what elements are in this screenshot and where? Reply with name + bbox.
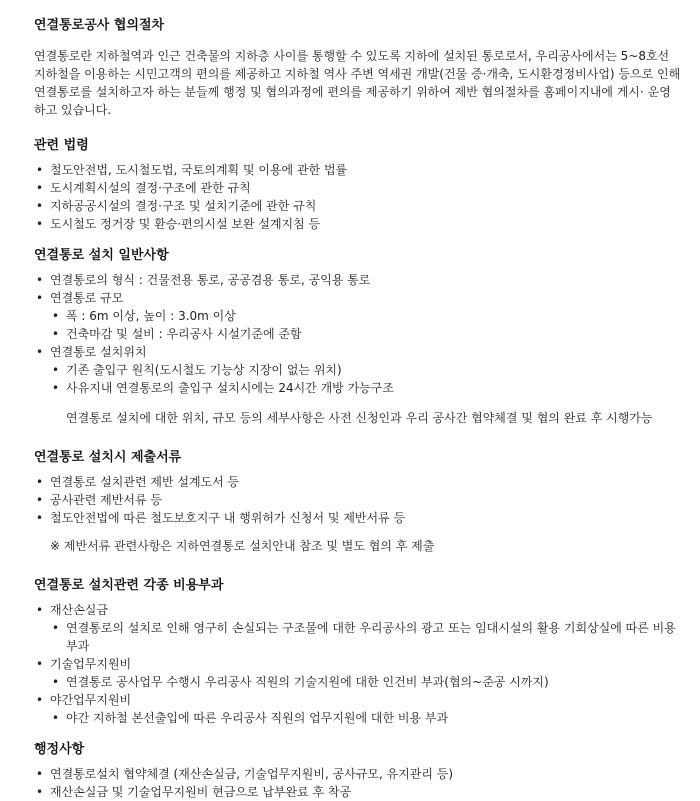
- laws-list: [34, 161, 682, 233]
- list-item: [34, 271, 682, 289]
- sub-list-item: • 연결통로의 설치로 인해 영구히 손실되는 구조물에 대한 우리공사의 광고 또는 임대시설의 활용 기회상실에 따른 비용부과: [50, 619, 682, 655]
- documents-list: [34, 473, 682, 527]
- admin-list: [34, 765, 682, 801]
- admin-heading: 행정사항: [34, 742, 85, 757]
- general-section: [34, 247, 682, 427]
- sub-list-item: • 건축마감 및 설비 : 우리공사 시설기준에 준함: [50, 325, 682, 343]
- page-title: 연결통로공사 협의절차: [34, 18, 165, 33]
- scale-sublist: [50, 307, 682, 343]
- list-item: • 도시계획시설의 결정·구조에 관한 규칙: [34, 179, 682, 197]
- documents-section: [34, 449, 682, 555]
- list-item: [34, 343, 682, 397]
- list-item: • 재산손실금 및 기술업무지원비 현금으로 납부완료 후 착공: [34, 783, 682, 801]
- laws-section: [34, 137, 682, 233]
- sub-list-item: • 야간 지하철 본선출입에 따른 우리공사 직원의 업무지원에 대한 비용 부과: [50, 709, 682, 727]
- costs-list: [34, 601, 682, 727]
- list-item: • 공사관련 제반서류 등: [34, 491, 682, 509]
- cost-sublist: [50, 619, 682, 655]
- cost-label: 야간업무지원비: [50, 693, 132, 707]
- list-item: • 철도안전법, 도시철도법, 국토의계획 및 이용에 관한 법률: [34, 161, 682, 179]
- costs-heading: 연결통로 설치관련 각종 비용부과: [34, 578, 224, 593]
- sub-list-item: • 사유지내 연결통로의 출입구 설치시에는 24시간 개방 가능구조: [50, 379, 682, 397]
- list-item: [34, 289, 682, 343]
- intro-paragraph: 연결통로란 지하철역과 인근 건축물의 지하층 사이를 통행할 수 있도록 지하에 설치된 통로로서, 우리공사에서는 5~8호선 지하철을 이용하는 시민고객의 편의를 제공하고 지하철 역사 주변 역세권 개발(건물 증·개축, 도시환경정비사업) 등으로 인해 연결통로를 설치하고자 하는 분들께 행정 및 협의과정에 편의를 제공하기 위하여 제반 협의절차를 홈페이지내에 게시· 운영하고 있습니다.: [34, 49, 681, 117]
- list-item: • 지하공공시설의 결정·구조 및 설치기준에 관한 규칙: [34, 197, 682, 215]
- cost-label: 재산손실금: [50, 603, 108, 617]
- costs-section: [34, 577, 682, 727]
- sub-list-item: • 기존 출입구 원칙(도시철도 기능상 지장이 없는 위치): [50, 361, 682, 379]
- general-list: [34, 271, 682, 397]
- list-item: [34, 655, 682, 691]
- laws-heading: 관련 법령: [34, 138, 89, 153]
- list-item: [34, 691, 682, 727]
- list-item: • 철도안전법에 따른 철도보호지구 내 행위허가 신청서 및 제반서류 등: [34, 509, 682, 527]
- location-sublist: [50, 361, 682, 397]
- cost-sublist: [50, 709, 682, 727]
- type-item: 연결통로의 형식 : 건물전용 통로, 공공겸용 통로, 공익용 통로: [50, 273, 371, 287]
- general-note: 연결통로 설치에 대한 위치, 규모 등의 세부사항은 사전 신청인과 우리 공사간 협약체결 및 협의 완료 후 시행가능: [66, 411, 653, 425]
- sub-list-item: • 폭 : 6m 이상, 높이 : 3.0m 이상: [50, 307, 682, 325]
- general-heading: 연결통로 설치 일반사항: [34, 248, 169, 263]
- list-item: • 도시철도 정거장 및 환승·편의시설 보완 설계지침 등: [34, 215, 682, 233]
- location-item: 연결통로 설치위치: [50, 345, 147, 359]
- list-item: • 연결통로설치 협약체결 (재산손실금, 기술업무지원비, 공사규모, 유지관리 등): [34, 765, 682, 783]
- scale-item: 연결통로 규모: [50, 291, 124, 305]
- admin-section: [34, 741, 682, 801]
- sub-list-item: • 연결통로 공사업무 수행시 우리공사 직원의 기술지원에 대한 인건비 부과(협의~준공 시까지): [50, 673, 682, 691]
- cost-label: 기술업무지원비: [50, 657, 132, 671]
- list-item: [34, 601, 682, 655]
- cost-sublist: [50, 673, 682, 691]
- documents-note: ※ 제반서류 관련사항은 지하연결통로 설치안내 참조 및 별도 협의 후 제출: [50, 539, 435, 553]
- documents-heading: 연결통로 설치시 제출서류: [34, 450, 182, 465]
- list-item: • 연결통로 설치관련 제반 설계도서 등: [34, 473, 682, 491]
